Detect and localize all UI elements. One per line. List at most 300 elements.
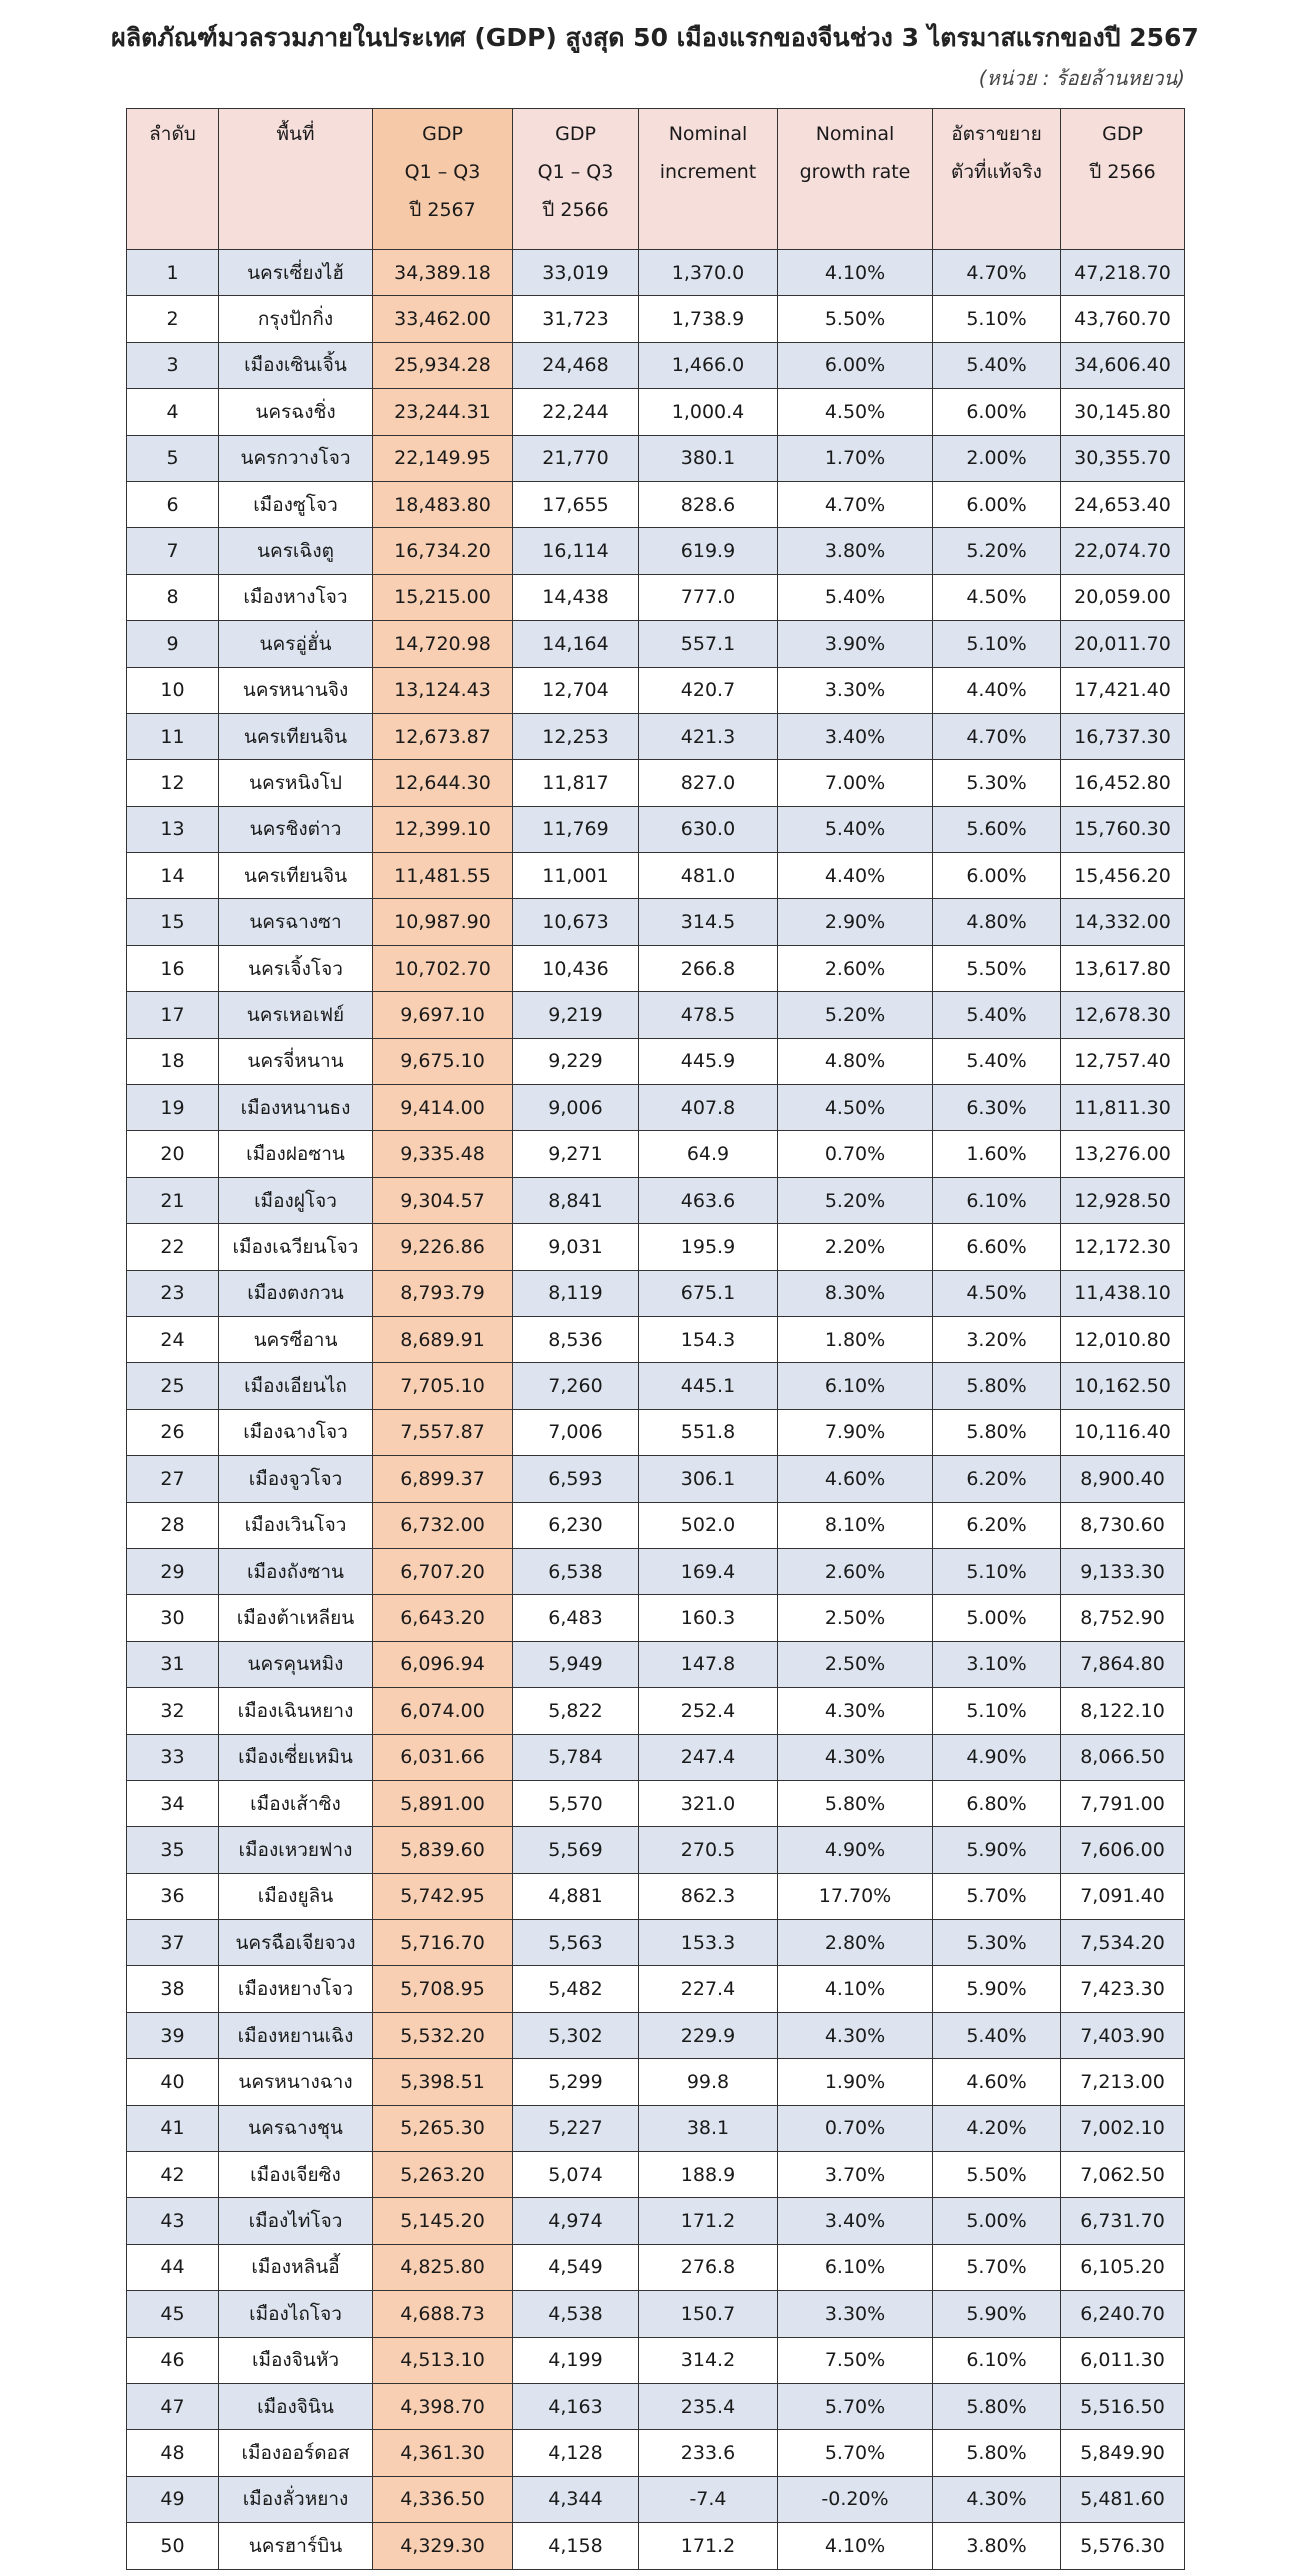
value-cell: 13,276.00 — [1061, 1131, 1185, 1177]
table-row — [127, 1548, 1185, 1594]
rank-cell: 49 — [127, 2476, 219, 2522]
area-cell: นครฉือเจียจวง — [219, 1920, 373, 1966]
value-cell: 1,000.4 — [639, 389, 778, 435]
table-row — [127, 1316, 1185, 1362]
value-cell: 6,643.20 — [373, 1595, 513, 1641]
value-cell: 4.70% — [933, 713, 1061, 759]
area-cell: นครเจิ้งโจว — [219, 945, 373, 991]
value-cell: 5.60% — [933, 806, 1061, 852]
value-cell: 4.10% — [778, 250, 933, 296]
value-cell: 229.9 — [639, 2012, 778, 2058]
value-cell: 5,532.20 — [373, 2012, 513, 2058]
value-cell: 4.90% — [933, 1734, 1061, 1780]
rank-cell: 6 — [127, 481, 219, 527]
value-cell: 5.80% — [778, 1780, 933, 1826]
value-cell: 5,570 — [513, 1780, 639, 1826]
area-cell: นครฉางซา — [219, 899, 373, 945]
value-cell: 6,230 — [513, 1502, 639, 1548]
table-row — [127, 1595, 1185, 1641]
area-cell: นครเฉิงตู — [219, 528, 373, 574]
rank-cell: 4 — [127, 389, 219, 435]
value-cell: 2.90% — [778, 899, 933, 945]
area-cell: เมืองเซี่ยเหมิน — [219, 1734, 373, 1780]
rank-cell: 17 — [127, 992, 219, 1038]
rank-cell: 48 — [127, 2430, 219, 2476]
value-cell: 33,462.00 — [373, 296, 513, 342]
value-cell: 6,105.20 — [1061, 2244, 1185, 2290]
value-cell: 4.40% — [778, 853, 933, 899]
value-cell: 3.10% — [933, 1641, 1061, 1687]
value-cell: 171.2 — [639, 2198, 778, 2244]
column-header — [513, 109, 639, 250]
table-row — [127, 1641, 1185, 1687]
value-cell: 4.60% — [933, 2059, 1061, 2105]
value-cell: 4,549 — [513, 2244, 639, 2290]
value-cell: 8,066.50 — [1061, 1734, 1185, 1780]
column-header-label: Nominal increment — [659, 123, 757, 183]
area-cell: เมืองตงกวน — [219, 1270, 373, 1316]
column-header-label: GDP ปี 2566 — [1089, 123, 1156, 183]
value-cell: 8,841 — [513, 1177, 639, 1223]
value-cell: 12,928.50 — [1061, 1177, 1185, 1223]
area-cell: เมืองลั่วหยาง — [219, 2476, 373, 2522]
rank-cell: 39 — [127, 2012, 219, 2058]
value-cell: 47,218.70 — [1061, 250, 1185, 296]
table-row — [127, 296, 1185, 342]
table-row — [127, 667, 1185, 713]
rank-cell: 26 — [127, 1409, 219, 1455]
value-cell: 12,010.80 — [1061, 1316, 1185, 1362]
value-cell: 1,466.0 — [639, 342, 778, 388]
value-cell: -7.4 — [639, 2476, 778, 2522]
table-row — [127, 1224, 1185, 1270]
value-cell: 7,606.00 — [1061, 1827, 1185, 1873]
value-cell: 2.50% — [778, 1641, 933, 1687]
value-cell: 150.7 — [639, 2291, 778, 2337]
value-cell: 30,355.70 — [1061, 435, 1185, 481]
value-cell: 43,760.70 — [1061, 296, 1185, 342]
rank-cell: 31 — [127, 1641, 219, 1687]
header-row — [127, 109, 1185, 250]
column-header-label: พื้นที่ — [276, 123, 315, 145]
value-cell: 5.70% — [778, 2430, 933, 2476]
area-cell: เมืองไถโจว — [219, 2291, 373, 2337]
area-cell: เมืองเซินเจิ้น — [219, 342, 373, 388]
rank-cell: 7 — [127, 528, 219, 574]
value-cell: 5.20% — [778, 992, 933, 1038]
rank-cell: 25 — [127, 1363, 219, 1409]
column-header — [639, 109, 778, 250]
area-cell: นครซีอาน — [219, 1316, 373, 1362]
value-cell: 2.80% — [778, 1920, 933, 1966]
area-cell: นครเหอเฟย์ — [219, 992, 373, 1038]
value-cell: 5,569 — [513, 1827, 639, 1873]
value-cell: 5,563 — [513, 1920, 639, 1966]
value-cell: 11,769 — [513, 806, 639, 852]
rank-cell: 8 — [127, 574, 219, 620]
rank-cell: 47 — [127, 2383, 219, 2429]
value-cell: 7,864.80 — [1061, 1641, 1185, 1687]
value-cell: 8,793.79 — [373, 1270, 513, 1316]
table-row — [127, 2105, 1185, 2151]
value-cell: 4.40% — [933, 667, 1061, 713]
value-cell: 6,538 — [513, 1548, 639, 1594]
value-cell: 7.00% — [778, 760, 933, 806]
value-cell: 12,678.30 — [1061, 992, 1185, 1038]
value-cell: 10,162.50 — [1061, 1363, 1185, 1409]
rank-cell: 30 — [127, 1595, 219, 1641]
value-cell: 6.00% — [778, 342, 933, 388]
table-row — [127, 1363, 1185, 1409]
rank-cell: 44 — [127, 2244, 219, 2290]
table-row — [127, 342, 1185, 388]
value-cell: 5.90% — [933, 1827, 1061, 1873]
value-cell: 16,734.20 — [373, 528, 513, 574]
value-cell: 6,731.70 — [1061, 2198, 1185, 2244]
value-cell: 10,436 — [513, 945, 639, 991]
area-cell: เมืองเฉวียนโจว — [219, 1224, 373, 1270]
table-row — [127, 2244, 1185, 2290]
value-cell: 5,576.30 — [1061, 2523, 1185, 2569]
rank-cell: 1 — [127, 250, 219, 296]
value-cell: 8,900.40 — [1061, 1456, 1185, 1502]
table-row — [127, 713, 1185, 759]
value-cell: 0.70% — [778, 1131, 933, 1177]
value-cell: 9,006 — [513, 1085, 639, 1131]
area-cell: นครหนางฉาง — [219, 2059, 373, 2105]
value-cell: 478.5 — [639, 992, 778, 1038]
value-cell: 2.50% — [778, 1595, 933, 1641]
value-cell: 445.9 — [639, 1038, 778, 1084]
table-row — [127, 481, 1185, 527]
value-cell: 5.30% — [933, 760, 1061, 806]
table-row — [127, 2059, 1185, 2105]
value-cell: 227.4 — [639, 1966, 778, 2012]
value-cell: 11,817 — [513, 760, 639, 806]
value-cell: 4.50% — [778, 389, 933, 435]
value-cell: 233.6 — [639, 2430, 778, 2476]
area-cell: เมืองเหวยฟาง — [219, 1827, 373, 1873]
value-cell: 1,370.0 — [639, 250, 778, 296]
value-cell: 11,811.30 — [1061, 1085, 1185, 1131]
value-cell: 5.90% — [933, 1966, 1061, 2012]
value-cell: 266.8 — [639, 945, 778, 991]
area-cell: เมืองหยางโจว — [219, 1966, 373, 2012]
rank-cell: 36 — [127, 1873, 219, 1919]
value-cell: 12,673.87 — [373, 713, 513, 759]
value-cell: 5,839.60 — [373, 1827, 513, 1873]
value-cell: 306.1 — [639, 1456, 778, 1502]
value-cell: 4.80% — [778, 1038, 933, 1084]
area-cell: เมืองหนานธง — [219, 1085, 373, 1131]
value-cell: 407.8 — [639, 1085, 778, 1131]
table-row — [127, 1873, 1185, 1919]
value-cell: 4.30% — [778, 2012, 933, 2058]
value-cell: 6.30% — [933, 1085, 1061, 1131]
value-cell: 7.50% — [778, 2337, 933, 2383]
value-cell: 154.3 — [639, 1316, 778, 1362]
value-cell: 4.80% — [933, 899, 1061, 945]
table-row — [127, 945, 1185, 991]
rank-cell: 41 — [127, 2105, 219, 2151]
value-cell: 314.5 — [639, 899, 778, 945]
value-cell: 5,708.95 — [373, 1966, 513, 2012]
rank-cell: 46 — [127, 2337, 219, 2383]
value-cell: 4.50% — [778, 1085, 933, 1131]
rank-cell: 27 — [127, 1456, 219, 1502]
value-cell: 4.50% — [933, 574, 1061, 620]
value-cell: 630.0 — [639, 806, 778, 852]
value-cell: 7,705.10 — [373, 1363, 513, 1409]
value-cell: 6,899.37 — [373, 1456, 513, 1502]
table-row — [127, 250, 1185, 296]
value-cell: 5.40% — [933, 992, 1061, 1038]
value-cell: 235.4 — [639, 2383, 778, 2429]
rank-cell: 19 — [127, 1085, 219, 1131]
value-cell: 6,483 — [513, 1595, 639, 1641]
value-cell: 4.20% — [933, 2105, 1061, 2151]
value-cell: 7,002.10 — [1061, 2105, 1185, 2151]
rank-cell: 22 — [127, 1224, 219, 1270]
column-header-label: อัตราขยาย ตัวที่แท้จริง — [951, 123, 1042, 183]
value-cell: 7,534.20 — [1061, 1920, 1185, 1966]
area-cell: นครจี่หนาน — [219, 1038, 373, 1084]
value-cell: 34,389.18 — [373, 250, 513, 296]
value-cell: 5.50% — [933, 945, 1061, 991]
value-cell: 22,074.70 — [1061, 528, 1185, 574]
value-cell: 169.4 — [639, 1548, 778, 1594]
value-cell: 6.80% — [933, 1780, 1061, 1826]
value-cell: 9,226.86 — [373, 1224, 513, 1270]
value-cell: 6.10% — [933, 2337, 1061, 2383]
table-row — [127, 435, 1185, 481]
value-cell: 1.70% — [778, 435, 933, 481]
value-cell: 12,172.30 — [1061, 1224, 1185, 1270]
value-cell: 8.30% — [778, 1270, 933, 1316]
value-cell: 1.90% — [778, 2059, 933, 2105]
value-cell: 5.40% — [933, 342, 1061, 388]
area-cell: เมืองซูโจว — [219, 481, 373, 527]
value-cell: 4,336.50 — [373, 2476, 513, 2522]
value-cell: 3.40% — [778, 713, 933, 759]
value-cell: 20,059.00 — [1061, 574, 1185, 620]
value-cell: 6,011.30 — [1061, 2337, 1185, 2383]
rank-cell: 50 — [127, 2523, 219, 2569]
area-cell: เมืองถังซาน — [219, 1548, 373, 1594]
value-cell: 2.00% — [933, 435, 1061, 481]
value-cell: 4.70% — [933, 250, 1061, 296]
value-cell: 5.50% — [933, 2152, 1061, 2198]
value-cell: 2.60% — [778, 945, 933, 991]
value-cell: 5,263.20 — [373, 2152, 513, 2198]
table-row — [127, 2476, 1185, 2522]
value-cell: 5,516.50 — [1061, 2383, 1185, 2429]
value-cell: 22,244 — [513, 389, 639, 435]
value-cell: 4.90% — [778, 1827, 933, 1873]
rank-cell: 40 — [127, 2059, 219, 2105]
value-cell: 7,260 — [513, 1363, 639, 1409]
value-cell: 3.80% — [778, 528, 933, 574]
value-cell: 5,949 — [513, 1641, 639, 1687]
value-cell: 5,891.00 — [373, 1780, 513, 1826]
value-cell: 5,074 — [513, 2152, 639, 2198]
value-cell: 10,987.90 — [373, 899, 513, 945]
value-cell: 9,414.00 — [373, 1085, 513, 1131]
value-cell: 445.1 — [639, 1363, 778, 1409]
value-cell: 5,265.30 — [373, 2105, 513, 2151]
area-cell: เมืองจูวโจว — [219, 1456, 373, 1502]
value-cell: 4,199 — [513, 2337, 639, 2383]
value-cell: 14,438 — [513, 574, 639, 620]
value-cell: 4,398.70 — [373, 2383, 513, 2429]
value-cell: 17,421.40 — [1061, 667, 1185, 713]
value-cell: 675.1 — [639, 1270, 778, 1316]
value-cell: 7,091.40 — [1061, 1873, 1185, 1919]
column-header-label: GDP Q1 – Q3 ปี 2567 — [404, 123, 481, 221]
value-cell: 5.40% — [933, 1038, 1061, 1084]
table-row — [127, 1131, 1185, 1177]
value-cell: 4,513.10 — [373, 2337, 513, 2383]
area-cell: เมืองจินหัว — [219, 2337, 373, 2383]
value-cell: 314.2 — [639, 2337, 778, 2383]
value-cell: 0.70% — [778, 2105, 933, 2151]
value-cell: 5,398.51 — [373, 2059, 513, 2105]
rank-cell: 20 — [127, 1131, 219, 1177]
value-cell: 10,116.40 — [1061, 1409, 1185, 1455]
value-cell: 5.70% — [933, 1873, 1061, 1919]
value-cell: 64.9 — [639, 1131, 778, 1177]
value-cell: 12,399.10 — [373, 806, 513, 852]
value-cell: 4.50% — [933, 1270, 1061, 1316]
rank-cell: 37 — [127, 1920, 219, 1966]
value-cell: 5.70% — [933, 2244, 1061, 2290]
value-cell: 5.10% — [933, 1548, 1061, 1594]
gdp-table — [126, 108, 1185, 2570]
value-cell: 4,825.80 — [373, 2244, 513, 2290]
table-row — [127, 2198, 1185, 2244]
value-cell: 9,335.48 — [373, 1131, 513, 1177]
value-cell: 247.4 — [639, 1734, 778, 1780]
area-cell: เมืองฉางโจว — [219, 1409, 373, 1455]
value-cell: 2.20% — [778, 1224, 933, 1270]
area-cell: เมืองเอียนไถ — [219, 1363, 373, 1409]
value-cell: 5.80% — [933, 1409, 1061, 1455]
table-row — [127, 2430, 1185, 2476]
area-cell: นครฮาร์บิน — [219, 2523, 373, 2569]
table-row — [127, 1177, 1185, 1223]
area-cell: เมืองต้าเหลียน — [219, 1595, 373, 1641]
table-row — [127, 2152, 1185, 2198]
table-row — [127, 2523, 1185, 2569]
rank-cell: 9 — [127, 621, 219, 667]
table-row — [127, 1688, 1185, 1734]
rank-cell: 18 — [127, 1038, 219, 1084]
rank-cell: 32 — [127, 1688, 219, 1734]
value-cell: 11,001 — [513, 853, 639, 899]
value-cell: 5,822 — [513, 1688, 639, 1734]
value-cell: 6,074.00 — [373, 1688, 513, 1734]
value-cell: 5.80% — [933, 1363, 1061, 1409]
value-cell: 3.20% — [933, 1316, 1061, 1362]
table-row — [127, 1409, 1185, 1455]
value-cell: 9,271 — [513, 1131, 639, 1177]
value-cell: 6,240.70 — [1061, 2291, 1185, 2337]
value-cell: 3.70% — [778, 2152, 933, 2198]
value-cell: 4,163 — [513, 2383, 639, 2429]
value-cell: 31,723 — [513, 296, 639, 342]
value-cell: 5.10% — [933, 621, 1061, 667]
value-cell: 6,031.66 — [373, 1734, 513, 1780]
area-cell: เมืองเฉินหยาง — [219, 1688, 373, 1734]
rank-cell: 15 — [127, 899, 219, 945]
value-cell: 38.1 — [639, 2105, 778, 2151]
rank-cell: 2 — [127, 296, 219, 342]
value-cell: 5.40% — [933, 2012, 1061, 2058]
rank-cell: 34 — [127, 1780, 219, 1826]
area-cell: นครเซี่ยงไฮ้ — [219, 250, 373, 296]
rank-cell: 29 — [127, 1548, 219, 1594]
table-row — [127, 621, 1185, 667]
value-cell: 5,742.95 — [373, 1873, 513, 1919]
area-cell: เมืองจินิน — [219, 2383, 373, 2429]
value-cell: 551.8 — [639, 1409, 778, 1455]
area-cell: กรุงปักกิ่ง — [219, 296, 373, 342]
rank-cell: 3 — [127, 342, 219, 388]
value-cell: 6,707.20 — [373, 1548, 513, 1594]
value-cell: 4.30% — [933, 2476, 1061, 2522]
value-cell: 8.10% — [778, 1502, 933, 1548]
value-cell: 8,536 — [513, 1316, 639, 1362]
value-cell: 5,784 — [513, 1734, 639, 1780]
value-cell: 4.70% — [778, 481, 933, 527]
value-cell: 5.30% — [933, 1920, 1061, 1966]
table-row — [127, 2337, 1185, 2383]
value-cell: 13,124.43 — [373, 667, 513, 713]
value-cell: 16,452.80 — [1061, 760, 1185, 806]
value-cell: 34,606.40 — [1061, 342, 1185, 388]
value-cell: 8,122.10 — [1061, 1688, 1185, 1734]
column-header — [778, 109, 933, 250]
table-row — [127, 1920, 1185, 1966]
value-cell: 3.90% — [778, 621, 933, 667]
value-cell: 828.6 — [639, 481, 778, 527]
table-row — [127, 389, 1185, 435]
value-cell: 7,213.00 — [1061, 2059, 1185, 2105]
table-row — [127, 1038, 1185, 1084]
value-cell: 9,219 — [513, 992, 639, 1038]
value-cell: 3.30% — [778, 667, 933, 713]
column-header — [219, 109, 373, 250]
value-cell: 4,128 — [513, 2430, 639, 2476]
value-cell: 6,593 — [513, 1456, 639, 1502]
value-cell: 4,688.73 — [373, 2291, 513, 2337]
value-cell: 5,227 — [513, 2105, 639, 2151]
value-cell: 4.60% — [778, 1456, 933, 1502]
value-cell: 6.10% — [778, 2244, 933, 2290]
value-cell: 4.10% — [778, 2523, 933, 2569]
value-cell: 5,145.20 — [373, 2198, 513, 2244]
area-cell: นครฉางชุน — [219, 2105, 373, 2151]
value-cell: 5,302 — [513, 2012, 639, 2058]
value-cell: 4.30% — [778, 1688, 933, 1734]
value-cell: 5.10% — [933, 1688, 1061, 1734]
table-row — [127, 760, 1185, 806]
value-cell: 9,697.10 — [373, 992, 513, 1038]
value-cell: 99.8 — [639, 2059, 778, 2105]
value-cell: 5.10% — [933, 296, 1061, 342]
table-row — [127, 992, 1185, 1038]
table-row — [127, 1966, 1185, 2012]
